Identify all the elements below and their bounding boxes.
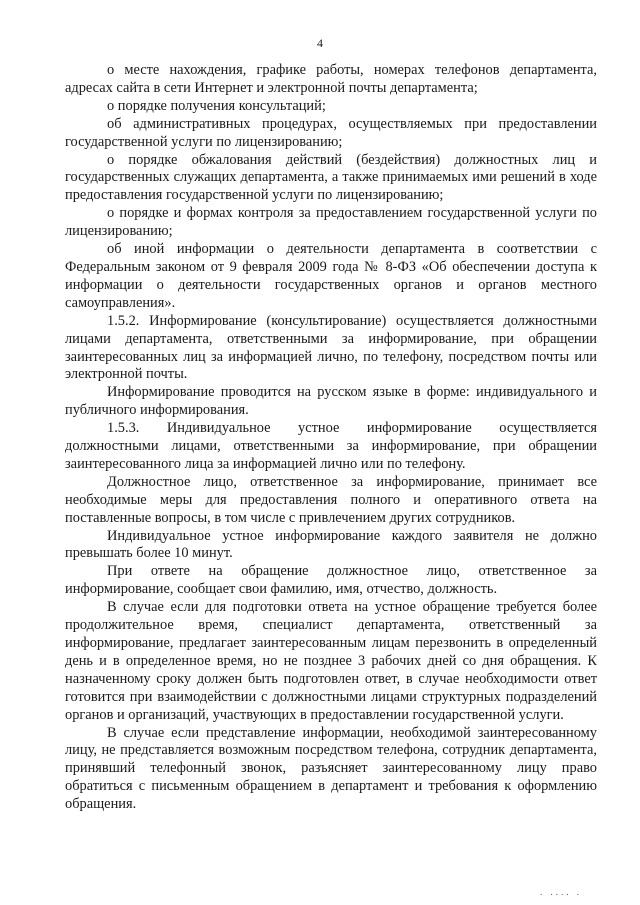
paragraph: Информирование проводится на русском языке в форме: индивидуального и публичного информирования. (65, 384, 597, 419)
paragraph: о порядке получения консультаций; (107, 97, 326, 114)
paragraph: Должностное лицо, ответственное за информирование, принимает все необходимые меры для предоставления полного и оперативного ответа на поставленные вопросы, в том числе с привлечением других сотрудников. (65, 473, 597, 526)
paragraph: 1.5.3. Индивидуальное устное информирование осуществляется должностными лицами, ответственными за информирование, при обращении заинтересованного лица за информацией лично или по телефону. (65, 420, 597, 472)
paragraph: о порядке и формах контроля за предоставлением государственной услуги по лицензированию; (65, 205, 597, 240)
page-number: 4 (317, 36, 323, 50)
paragraph: В случае если представление информации, необходимой заинтересованному лицу, не представляется возможным посредством телефона, сотрудник департамента, принявший телефонный звонок, разъясняет заинтересованному лицу право обратиться с письменным обращением в департамент и требования к оформлению обращения. (65, 724, 597, 813)
paragraph: В случае если для подготовки ответа на устное обращение требуется более продолжительное время, специалист департамента, ответственный за информирование, предлагает заинтересованным лицам перезвонить в определенный день и в определенное время, но не позднее 3 рабочих дней со дня обращения. К назначенному сроку должен быть подготовлен ответ, в случае необходимости ответ готовится при взаимодействии с должностными лицами структурных подразделений органов и организаций, участвующих в предоставлении государственной услуги. (65, 599, 597, 723)
paragraph: 1.5.2. Информирование (консультирование) осуществляется должностными лицами департамента, ответственными за информирование, при обращении заинтересованных лиц за информацией лично, по телефону, посредством почты или электронной почты. (65, 312, 597, 383)
paragraph: об административных процедурах, осуществляемых при предоставлении государственной услуги по лицензированию; (65, 115, 597, 150)
paragraph: При ответе на обращение должностное лицо, ответственное за информирование, сообщает свои фамилию, имя, отчество, должность. (65, 563, 597, 598)
paragraph: Индивидуальное устное информирование каждого заявителя не должно превышать более 10 минут. (65, 527, 597, 562)
document-body (65, 62, 597, 814)
paragraph: об иной информации о деятельности департамента в соответствии с Федеральным законом от 9 февраля 2009 года № 8-ФЗ «Об обеспечении доступа к информации о деятельности государственных органов и органов местного самоуправления». (65, 241, 597, 311)
paragraph: о месте нахождения, графике работы, номерах телефонов департамента, адресах сайта в сети Интернет и электронной почты департамента; (65, 62, 597, 96)
paragraph: о порядке обжалования действий (бездействия) должностных лиц и государственных служащих департамента, а также принимаемых ими решений в ходе предоставления государственной услуги по лицензированию; (65, 151, 597, 204)
scan-mark: . .... . (540, 887, 582, 897)
